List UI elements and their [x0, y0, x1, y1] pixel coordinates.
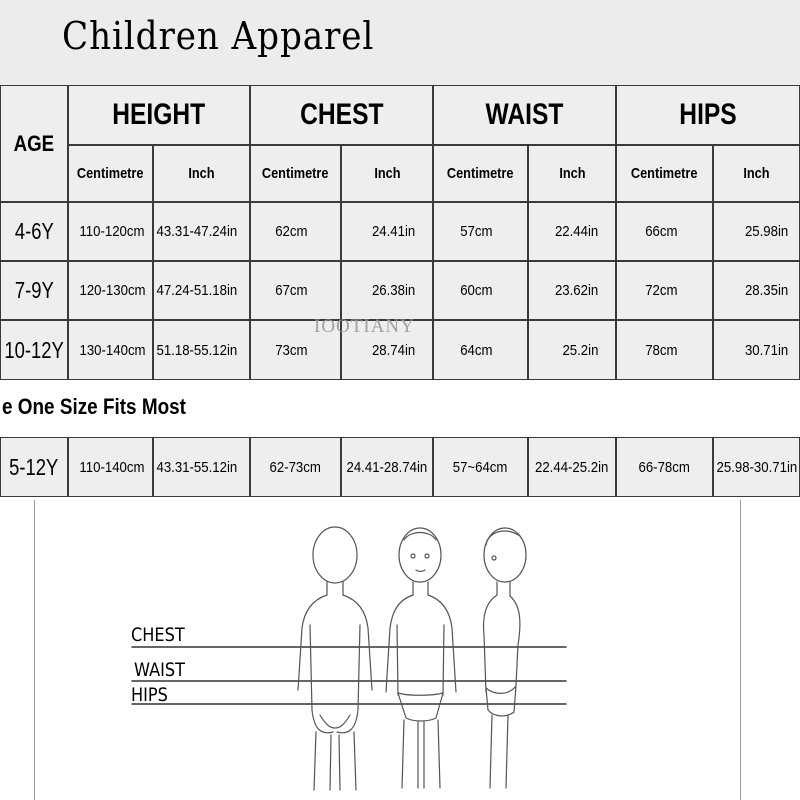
unit-header [341, 145, 433, 202]
age-cell [0, 202, 68, 261]
cell-value: 25.98in [744, 223, 789, 240]
waist-label: WAIST [134, 659, 186, 681]
age-label: 7-9Y [14, 277, 54, 303]
table-cell [153, 202, 250, 261]
table-cell [341, 437, 433, 497]
age-cell [0, 320, 68, 380]
table-cell [153, 261, 250, 320]
cell-value: 26.38in [371, 282, 416, 299]
table-cell [713, 202, 800, 261]
unit-label: Inch [373, 165, 401, 182]
chest-label: CHEST [131, 624, 185, 646]
group-header-waist [433, 85, 616, 145]
table-cell [528, 320, 616, 380]
unit-header [68, 145, 153, 202]
group-header-label: HIPS [679, 98, 737, 131]
age-label: 5-12Y [9, 453, 59, 480]
table-cell [713, 437, 800, 497]
cell-value: 24.41-28.74in [346, 458, 428, 476]
table-cell [153, 320, 250, 380]
table-cell [528, 202, 616, 261]
cell-value: 25.98-30.71in [716, 458, 797, 476]
table-cell [616, 437, 713, 497]
unit-label: Inch [558, 165, 586, 182]
cell-value: 66-78cm [638, 458, 691, 476]
hips-label: HIPS [131, 684, 168, 706]
table-cell [713, 320, 800, 380]
cell-value: 24.41in [371, 223, 416, 240]
group-header-height [68, 85, 250, 145]
watermark: IOOTIANY [314, 316, 415, 337]
table-cell [433, 202, 528, 261]
unit-header [528, 145, 616, 202]
child-front-figure [386, 528, 456, 788]
children-figures-illustration [0, 500, 800, 800]
cell-value: 47.24-51.18in [156, 282, 238, 299]
cell-value: 110-120cm [79, 223, 145, 240]
table-cell [713, 261, 800, 320]
cell-value: 43.31-55.12in [156, 458, 238, 476]
cell-value: 73cm [275, 341, 308, 359]
cell-value: 66cm [645, 223, 678, 240]
cell-value: 62-73cm [269, 458, 322, 476]
cell-value: 51.18-55.12in [156, 341, 238, 359]
child-side-figure [484, 528, 526, 788]
group-header-chest [250, 85, 433, 145]
cell-value: 110-140cm [79, 458, 145, 476]
table-cell [250, 437, 341, 497]
one-size-label: e One Size Fits Most [2, 394, 186, 419]
unit-label: Inch [743, 165, 770, 182]
cell-value: 72cm [645, 282, 678, 299]
table-cell [341, 202, 433, 261]
age-label: 4-6Y [14, 218, 54, 244]
group-header-label: CHEST [299, 98, 384, 131]
table-cell [616, 320, 713, 380]
unit-label: Centimetre [262, 165, 329, 182]
child-back-figure [298, 527, 372, 790]
cell-value: 57~64cm [453, 458, 508, 476]
unit-header [250, 145, 341, 202]
age-header: AGE [13, 130, 55, 156]
unit-header [433, 145, 528, 202]
cell-value: 57cm [460, 223, 493, 240]
cell-value: 23.62in [554, 282, 599, 299]
table-cell [616, 261, 713, 320]
table-cell [68, 320, 153, 380]
table-cell [528, 261, 616, 320]
unit-label: Centimetre [77, 165, 144, 182]
table-cell [250, 202, 341, 261]
table-cell [433, 261, 528, 320]
table-cell [433, 320, 528, 380]
cell-value: 120-130cm [79, 282, 146, 299]
table-cell [153, 437, 250, 497]
group-header-label: HEIGHT [112, 98, 206, 131]
age-label: 10-12Y [4, 336, 64, 363]
unit-header [153, 145, 250, 202]
group-header-label: WAIST [485, 98, 564, 131]
cell-value: 78cm [645, 341, 678, 359]
age-header-cell [0, 85, 68, 202]
one-size-band [0, 380, 800, 437]
cell-value: 43.31-47.24in [156, 223, 238, 240]
measurement-diagram [0, 500, 800, 800]
age-cell [0, 437, 68, 497]
table-cell [68, 261, 153, 320]
group-header-hips [616, 85, 800, 145]
age-cell [0, 261, 68, 320]
cell-value: 28.74in [371, 341, 416, 359]
cell-value: 64cm [460, 341, 493, 359]
cell-value: 28.35in [744, 282, 789, 299]
table-cell [68, 437, 153, 497]
cell-value: 62cm [275, 223, 308, 240]
unit-label: Inch [188, 165, 215, 182]
unit-label: Centimetre [447, 165, 514, 182]
table-cell [616, 202, 713, 261]
size-chart-table [0, 85, 800, 497]
cell-value: 25.2in [562, 341, 599, 359]
table-cell [68, 202, 153, 261]
page-title: Children Apparel [62, 14, 375, 58]
cell-value: 130-140cm [79, 341, 146, 359]
unit-label: Centimetre [631, 165, 698, 182]
unit-header [713, 145, 800, 202]
table-cell [528, 437, 616, 497]
cell-value: 60cm [460, 282, 493, 299]
cell-value: 22.44-25.2in [535, 458, 609, 476]
table-cell [433, 437, 528, 497]
cell-value: 22.44in [554, 223, 599, 240]
unit-header [616, 145, 713, 202]
cell-value: 67cm [275, 282, 308, 299]
cell-value: 30.71in [744, 341, 789, 359]
table-cell [250, 261, 341, 320]
table-cell [341, 261, 433, 320]
